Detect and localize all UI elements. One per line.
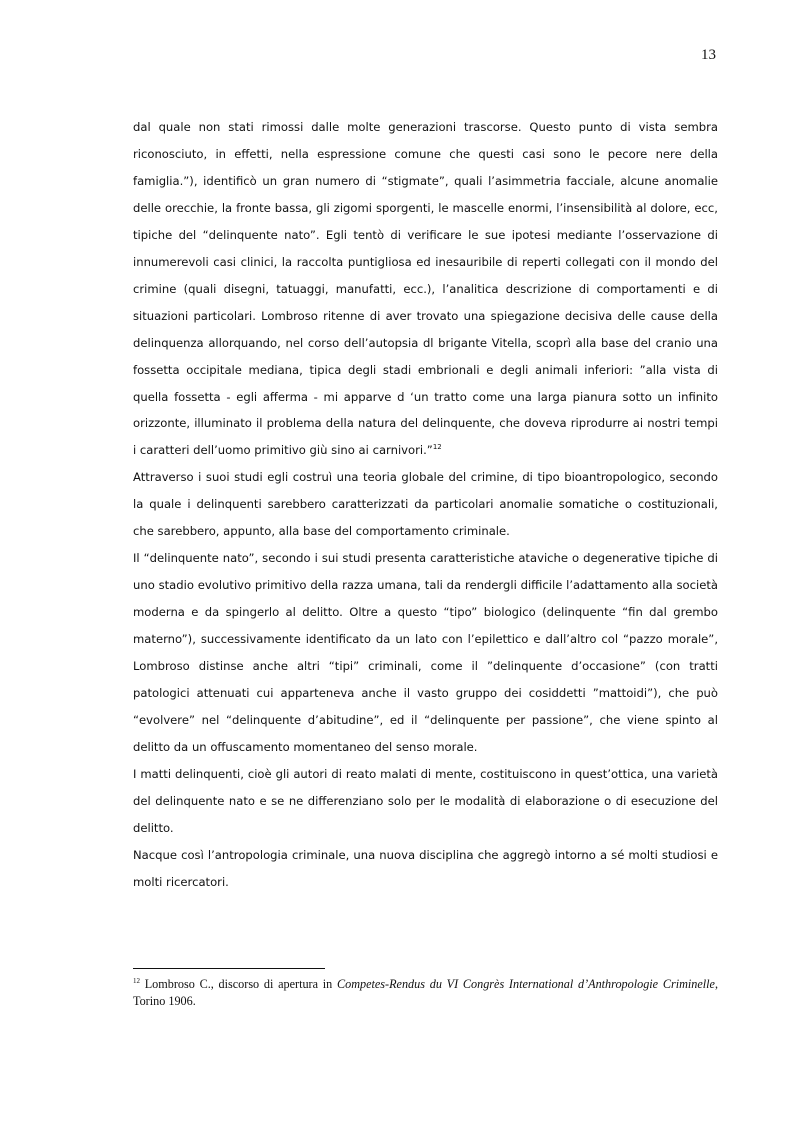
footnote-text-before: Lombroso C., discorso di apertura in — [140, 977, 337, 991]
footnote-number: 12 — [133, 976, 140, 985]
footnote-text-after: , Torino 1906. — [133, 977, 719, 1008]
footnote-reference[interactable]: 12 — [432, 443, 442, 452]
paragraph-1 — [133, 114, 718, 464]
paragraph-1-text: dal quale non stati rimossi dalle molte generazioni trascorse. Questo punto di vista sembra riconosciuto, in effetti, nella espressione comune che questi casi sono le pecore nere della famiglia.”), identificò un gran numero di “stigmate”, quali l’asimmetria facciale, alcune anomalie delle orecchie, la fronte bassa, gli zigomi sporgenti, le mascelle enormi, l’insensibilità al dolore, ecc, tipiche del “delinquente nato”. Egli tentò di verificare le sue ipotesi mediante l’osservazione di innumerevoli casi clinici, la raccolta puntigliosa ed inesauribile di reperti collegati con il mondo del crimine (quali disegni, tatuaggi, manufatti, ecc.), l’analitica descrizione di comportamenti e di situazioni particolari. Lombroso ritenne di aver trovato una spiegazione decisiva delle cause della delinquenza allorquando, nel corso dell’autopsia dl brigante Vitella, scoprì alla base del cranio una fossetta occipitale mediana, tipica degli stadi embrionali e degli animali inferiori: ”alla vista di quella fossetta - egli afferma - mi apparve d ‘un tratto come una larga pianura sotto un infinito orizzonte, illuminato il problema della natura del delinquente, che doveva riprodurre ai nostri tempi i caratteri dell’uomo primitivo giù sino ai carnivori.” — [133, 120, 718, 458]
paragraph-2: Attraverso i suoi studi egli costruì una teoria globale del crimine, di tipo bioantropologico, secondo la quale i delinquenti sarebbero caratterizzati da particolari anomalie somatiche o costituzionali, che sarebbero, appunto, alla base del comportamento criminale. — [133, 470, 718, 539]
paragraph-4: I matti delinquenti, cioè gli autori di reato malati di mente, costituiscono in quest’ottica, una varietà del delinquente nato e se ne differenziano solo per le modalità di elaborazione o di esecuzione del delitto. — [133, 766, 718, 835]
paragraph-3: Il “delinquente nato”, secondo i sui studi presenta caratteristiche ataviche o degenerative tipiche di uno stadio evolutivo primitivo della razza umana, tali da rendergli difficile l’adattamento alla società moderna e da spingerlo al delitto. Oltre a questo “tipo” biologico (delinquente “fin dal grembo materno”), successivamente identificato da un lato con l’epilettico e dall’altro col “pazzo morale”, Lombroso distinse anche altri “tipi” criminali, come il ”delinquente d’occasione” (con tratti patologici attenuati cui apparteneva anche il vasto gruppo dei cosiddetti ”mattoidi”), che può “evolvere” nel “delinquente d’abitudine”, ed il “delinquente per passione”, che viene spinto al delitto da un offuscamento momentaneo del senso morale. — [133, 551, 718, 754]
footnote-separator — [133, 968, 325, 969]
body-text — [133, 114, 718, 896]
footnote-title: Competes-Rendus du VI Congrès International d’Anthropologie Criminelle — [336, 977, 715, 991]
paragraph-5: Nacque così l’antropologia criminale, una nuova disciplina che aggregò intorno a sé molti studiosi e molti ricercatori. — [133, 847, 718, 889]
page-number: 13 — [701, 47, 716, 63]
footnote — [133, 976, 718, 1010]
